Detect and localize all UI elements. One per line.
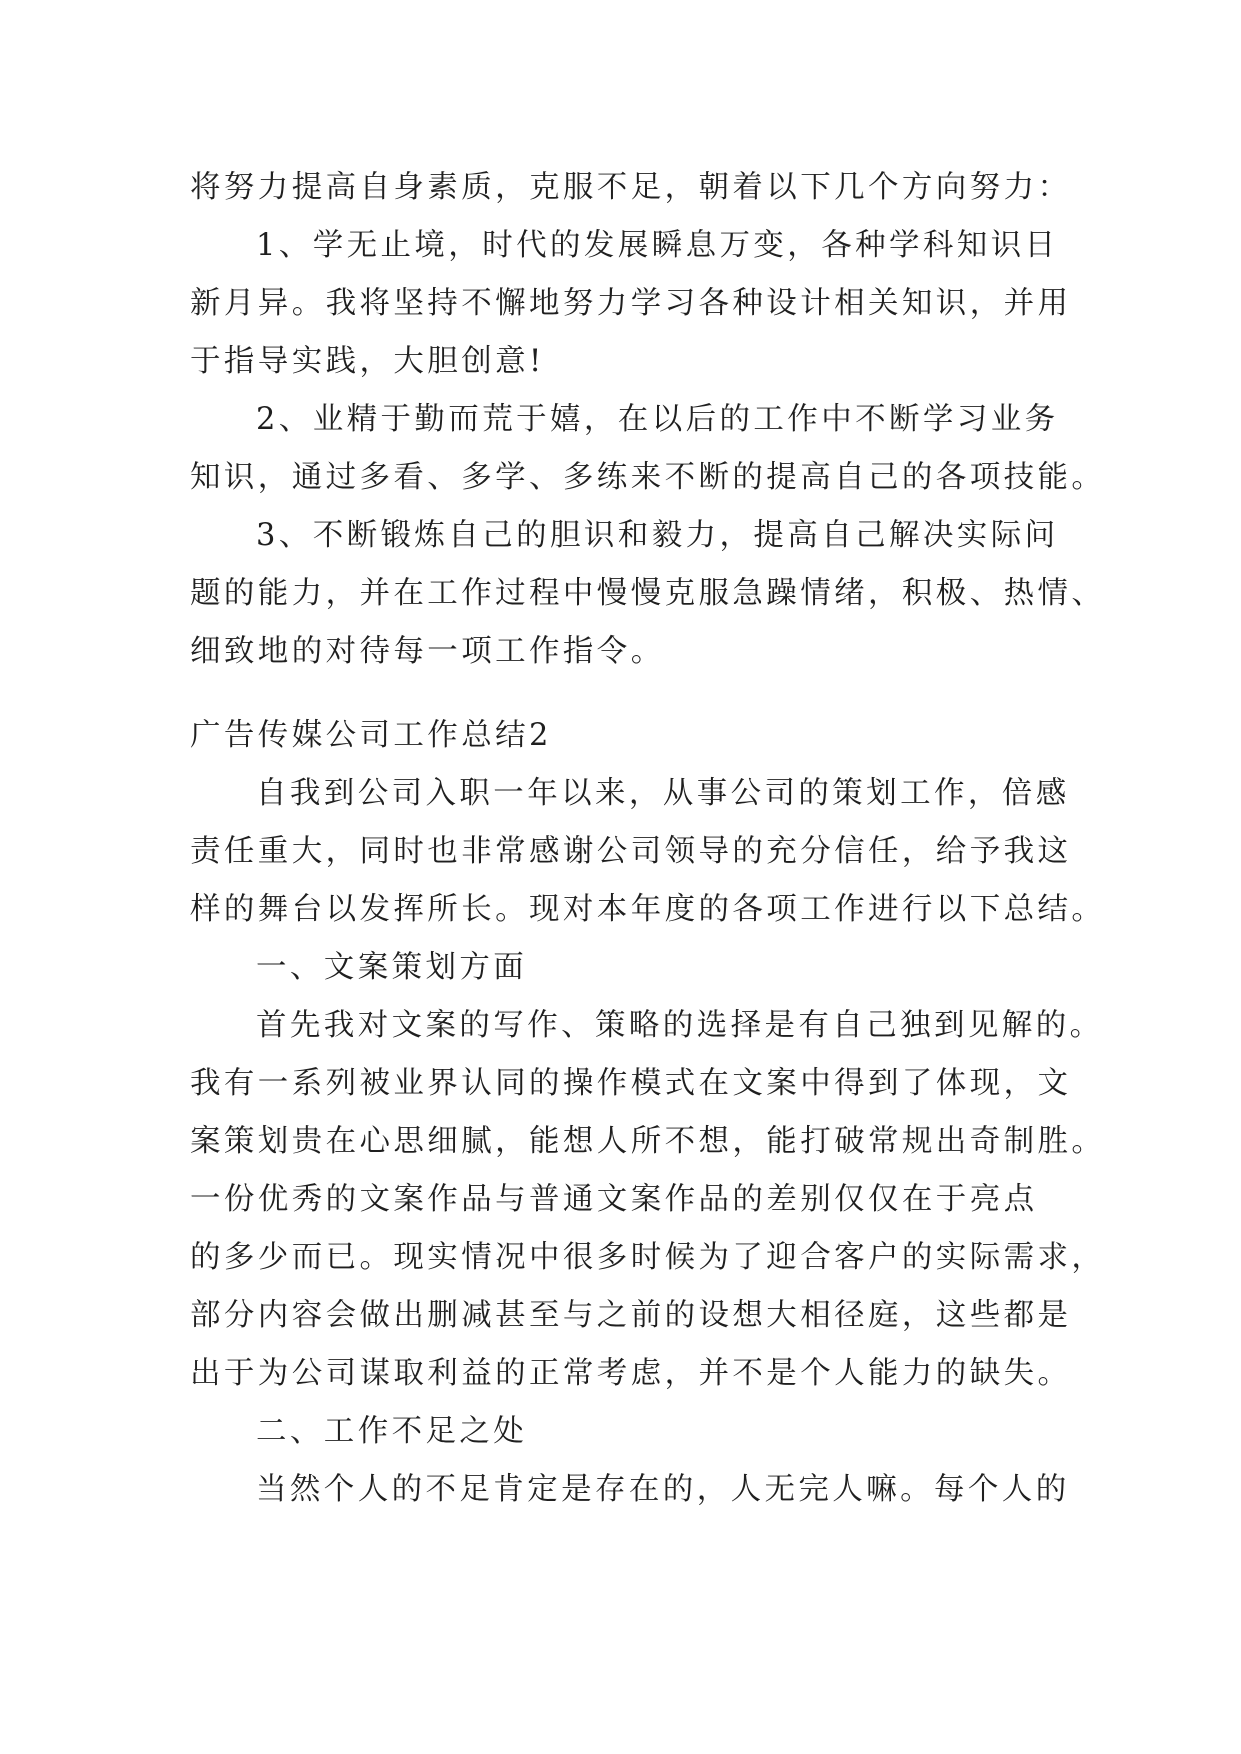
paragraph-2-line-4: 一份优秀的文案作品与普通文案作品的差别仅仅在于亮点 [190,1182,1038,1217]
paragraph-1-line-1: 自我到公司入职一年以来，从事公司的策划工作，倍感 [256,776,1070,811]
intro-line: 将努力提高自身素质，克服不足，朝着以下几个方向努力： [190,170,1072,205]
item-1-line-3: 于指导实践，大胆创意! [190,344,545,379]
item-3-line-1: 3、不断锻炼自己的胆识和毅力，提高自己解决实际问 [256,518,1059,553]
item-2-line-2: 知识，通过多看、多学、多练来不断的提高自己的各项技能。 [190,460,1106,495]
item-1-line-1: 1、学无止境，时代的发展瞬息万变，各种学科知识日 [256,228,1059,263]
paragraph-2-line-5: 的多少而已。现实情况中很多时候为了迎合客户的实际需求， [190,1240,1106,1275]
item-2-line-1: 2、业精于勤而荒于嬉，在以后的工作中不断学习业务 [256,402,1059,437]
paragraph-2-line-3: 案策划贵在心思细腻，能想人所不想，能打破常规出奇制胜。 [190,1124,1106,1159]
paragraph-2-line-7: 出于为公司谋取利益的正常考虑，并不是个人能力的缺失。 [190,1356,1072,1391]
item-1-line-2: 新月异。我将坚持不懈地努力学习各种设计相关知识，并用 [190,286,1072,321]
paragraph-2-line-2: 我有一系列被业界认同的操作模式在文案中得到了体现，文 [190,1066,1072,1101]
item-3-line-2: 题的能力，并在工作过程中慢慢克服急躁情绪，积极、热情、 [190,576,1106,611]
paragraph-1-line-3: 样的舞台以发挥所长。现对本年度的各项工作进行以下总结。 [190,892,1106,927]
paragraph-1-line-2: 责任重大，同时也非常感谢公司领导的充分信任，给予我这 [190,834,1072,869]
text-block-bottom [190,707,1106,1519]
subheading-copywriting: 一、文案策划方面 [256,950,528,985]
paragraph-2-line-6: 部分内容会做出删减甚至与之前的设想大相径庭，这些都是 [190,1298,1072,1333]
section-heading: 广告传媒公司工作总结2 [190,718,552,753]
text-block-top [190,159,1106,681]
paragraph-3-line-1: 当然个人的不足肯定是存在的，人无完人嘛。每个人的 [256,1472,1070,1507]
subheading-shortcomings: 二、工作不足之处 [256,1414,528,1449]
item-3-line-3: 细致地的对待每一项工作指令。 [190,634,665,669]
paragraph-2-line-1: 首先我对文案的写作、策略的选择是有自己独到见解的。 [256,1008,1104,1043]
